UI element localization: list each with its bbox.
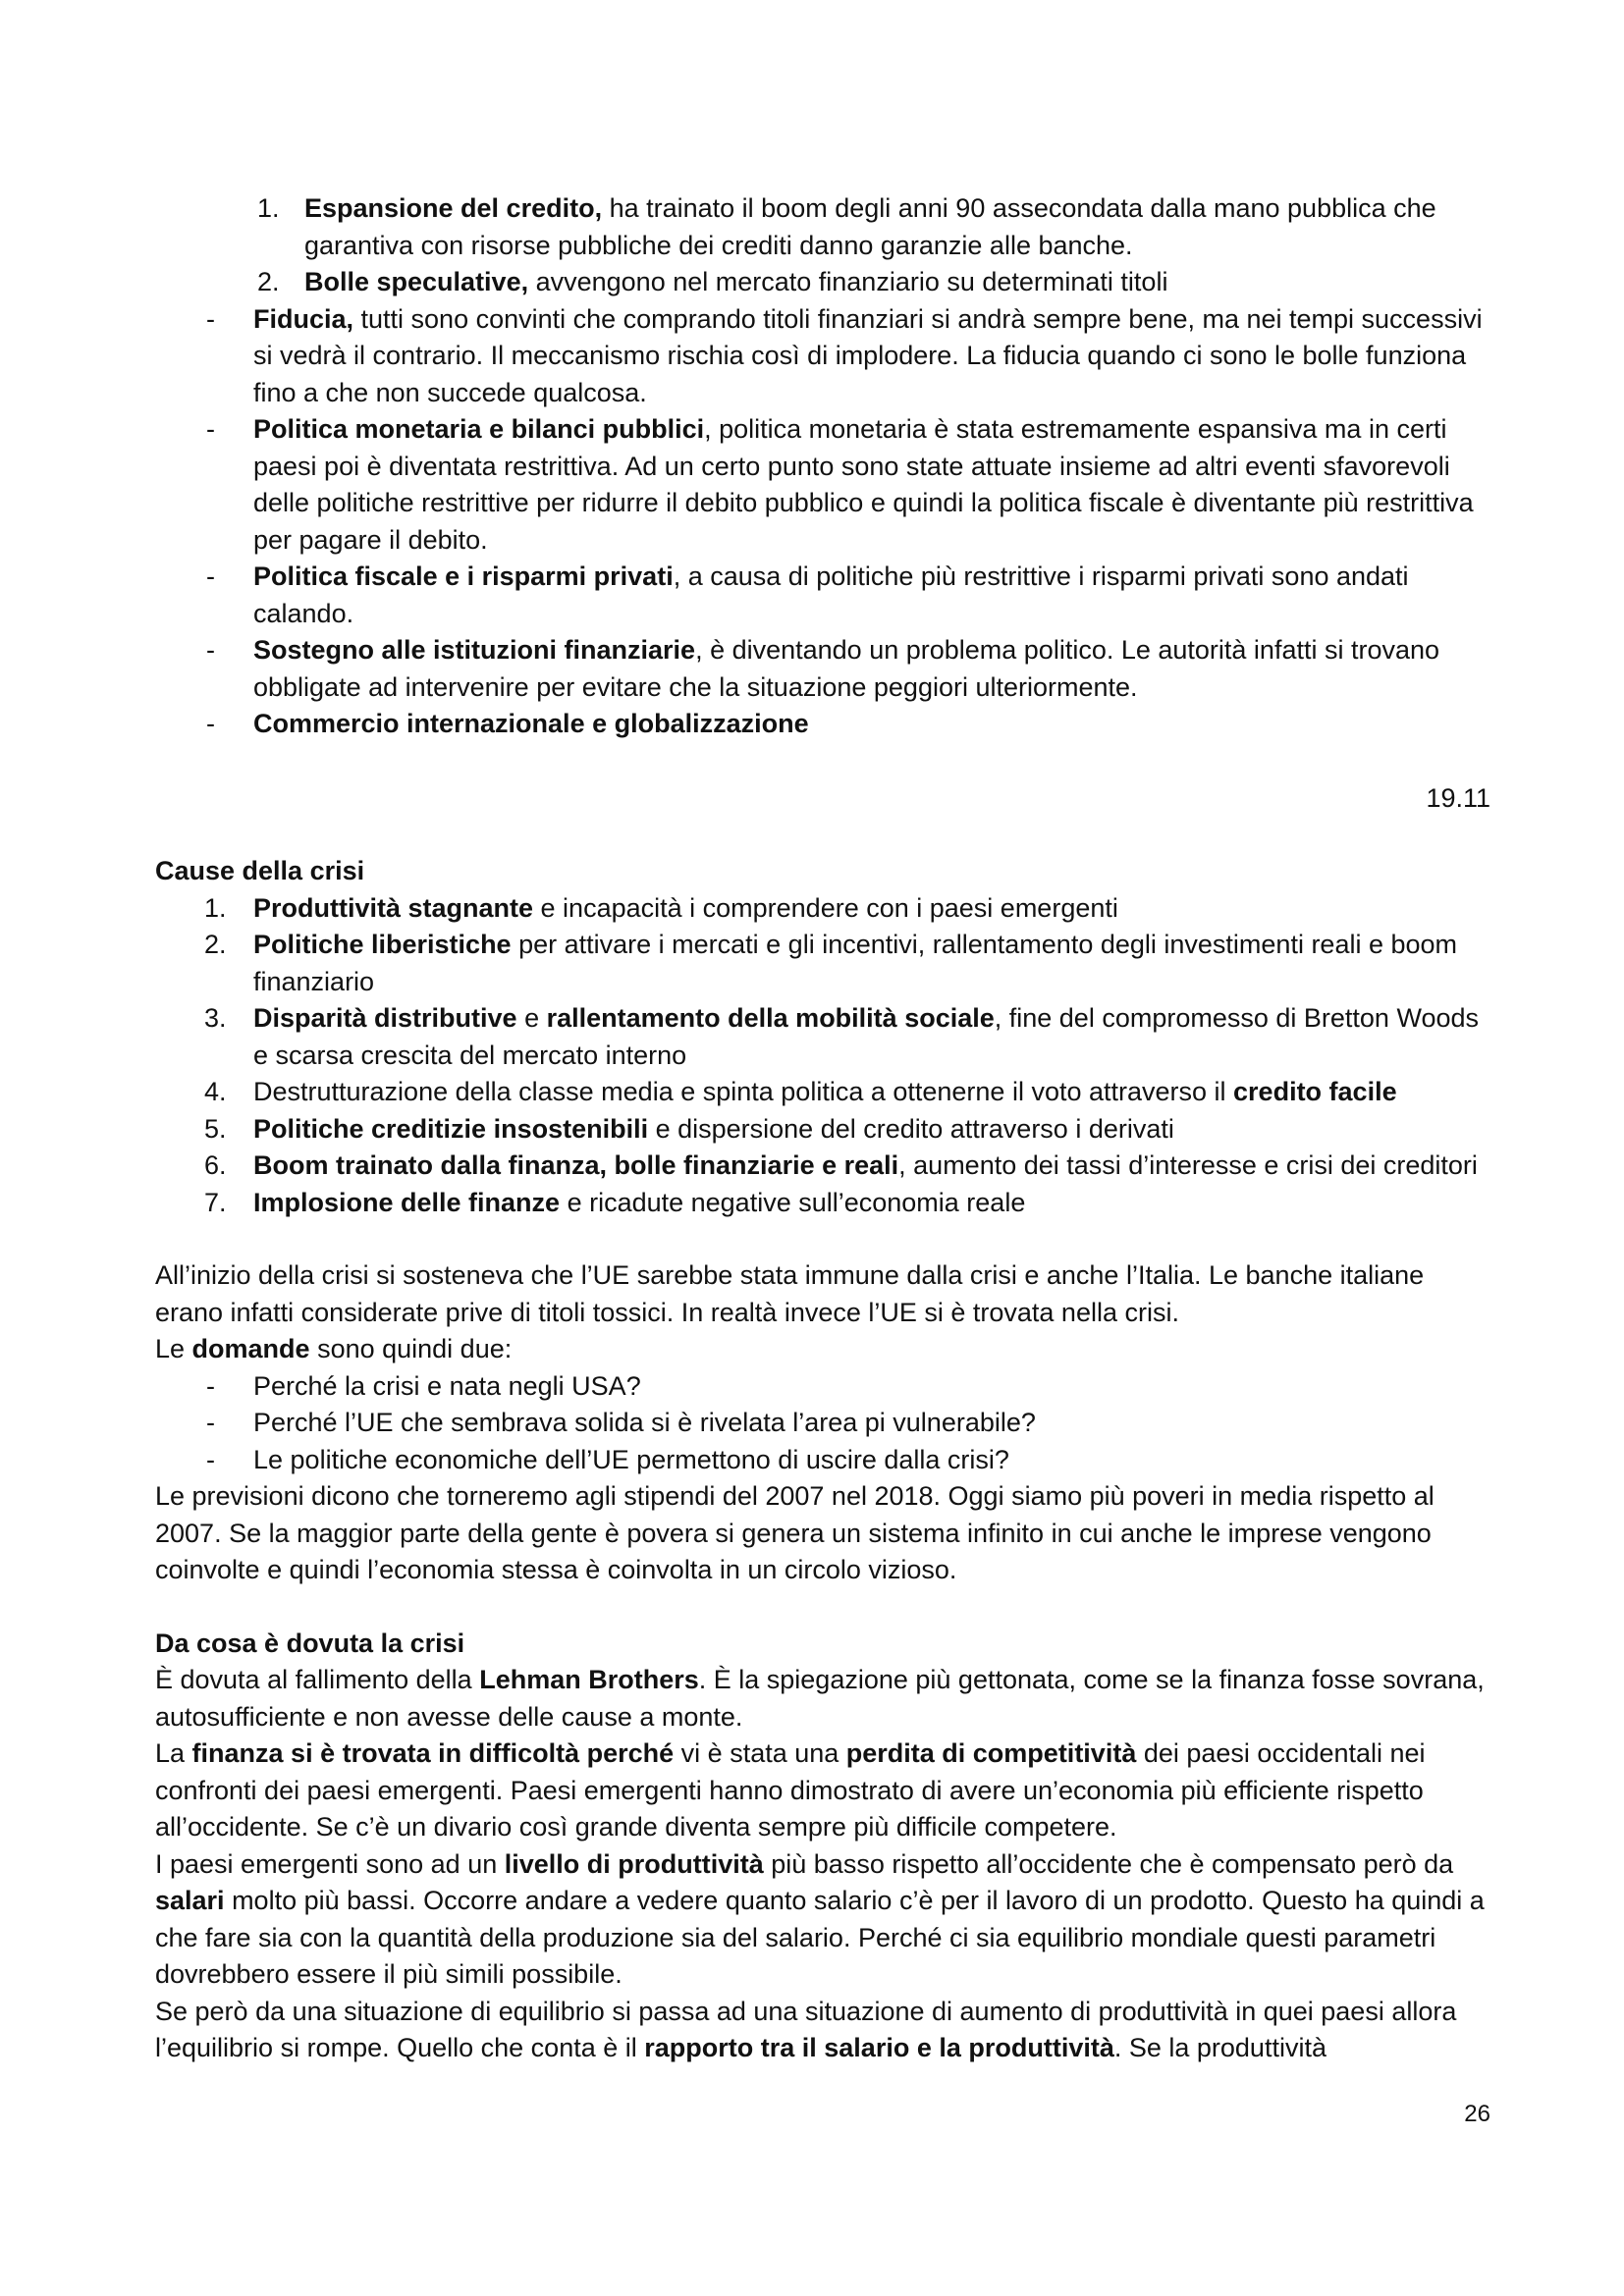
list-number: 6. [204,1150,227,1180]
paragraph-previsioni: Le previsioni dicono che torneremo agli stipendi del 2007 nel 2018. Oggi siamo più poveri in media rispetto al 2007. Se la maggior parte della gente è povera si genera un sistema infinito in cui anche le imprese vengono coinvolte e quindi l’economia stessa è coinvolta in un circolo vizioso. [155,1481,1435,1584]
paragraph-equilibrio: Se però da una situazione di equilibrio si passa ad una situazione di aumento di produttività in quei paesi allora l’equilibrio si rompe. Quello che conta è il rapporto tra il salario e la produttività. Se la produttività [155,1996,1457,2062]
paragraph-domande: Le domande sono quindi due: [155,1334,513,1363]
section-heading-dovuta: Da cosa è dovuta la crisi [155,1628,465,1658]
list-number: 3. [204,1003,227,1033]
list-number: 7. [204,1187,227,1217]
list-item: - Perché l’UE che sembrava solida si è rivelata l’area pi vulnerabile? [206,1408,1036,1437]
list-item: 7. Implosione delle finanze e ricadute negative sull’economia reale [155,1185,1490,1222]
list-item: 5. Politiche creditizie insostenibili e dispersione del credito attraverso i derivati [155,1111,1490,1148]
page-content [155,190,1490,2067]
list-item: 3. Disparità distributive e rallentamento della mobilità sociale, fine del compromesso di Bretton Woods e scarsa crescita del mercato interno [155,1000,1490,1074]
list-item: - Politica fiscale e i risparmi privati, a causa di politiche più restrittive i risparmi privati sono andati calando. [206,561,1409,628]
lecture-date: 19.11 [1426,782,1490,813]
list-item: 1. Espansione del credito, ha trainato il boom degli anni 90 assecondata dalla mano pubblica che garantiva con risorse pubbliche dei crediti danno garanzie alle banche. [155,190,1490,264]
list-item: - Perché la crisi e nata negli USA? [206,1370,641,1401]
list-item: - Commercio internazionale e globalizzazione [206,709,809,738]
list-item: 4. Destrutturazione della classe media e spinta politica a ottenerne il voto attraverso il credito facile [155,1074,1490,1111]
list-item: 6. Boom trainato dalla finanza, bolle finanziarie e reali, aumento dei tassi d’interesse e crisi dei creditori [155,1148,1490,1185]
page-number: 26 [1464,2101,1490,2127]
paragraph-intro: All’inizio della crisi si sosteneva che l’UE sarebbe stata immune dalla crisi e anche l’Italia. Le banche italiane erano infatti considerate prive di titoli tossici. In realtà invece l’UE si è trovata nella crisi. [155,1260,1425,1327]
list-item: - Le politiche economiche dell’UE permettono di uscire dalla crisi? [206,1444,1009,1474]
factors-dash-list [155,301,1490,743]
list-number: 1. [257,193,280,223]
list-item: - Politica monetaria e bilanci pubblici, politica monetaria è stata estremamente espansiva ma in certi paesi poi è diventata restrittiva. Ad un certo punto sono state attuate insieme ad altri eventi sfavorevoli delle politiche restrittive per ridurre il debito pubblico e quindi la politica fiscale è diventante più restrittiva per pagare il debito. [206,414,1474,555]
list-item: 2. Bolle speculative, avvengono nel mercato finanziario su determinati titoli [155,264,1490,301]
credit-factors-list [155,190,1490,301]
cause-list [155,890,1490,1222]
paragraph-competitivita: La finanza si è trovata in difficoltà perché vi è stata una perdita di competitività dei paesi occidentali nei confronti dei paesi emergenti. Paesi emergenti hanno dimostrato di avere un’economia più efficiente rispetto all’occidente. Se c’è un divario così grande diventa sempre più difficile competere. [155,1738,1426,1842]
list-number: 2. [257,267,280,296]
list-number: 2. [204,930,227,959]
paragraph-lehman: È dovuta al fallimento della Lehman Brothers. È la spiegazione più gettonata, come se la finanza fosse sovrana, autosufficiente e non avesse delle cause a monte. [155,1665,1485,1732]
list-number: 4. [204,1077,227,1106]
list-item: - Fiducia, tutti sono convinti che comprando titoli finanziari si andrà sempre bene, ma nei tempi successivi si vedrà il contrario. Il meccanismo rischia così di implodere. La fiducia quando ci sono le bolle funziona fino a che non succede qualcosa. [206,303,1483,407]
list-item: 2. Politiche liberistiche per attivare i mercati e gli incentivi, rallentamento degli investimenti reali e boom finanziario [155,927,1490,1000]
list-item: - Sostegno alle istituzioni finanziarie, è diventando un problema politico. Le autorità infatti si trovano obbligate ad intervenire per evitare che la situazione peggiori ulteriormente. [206,635,1440,702]
paragraph-produttivita: I paesi emergenti sono ad un livello di produttività più basso rispetto all’occidente che è compensato però da salari molto più bassi. Occorre andare a vedere quanto salario c’è per il lavoro di un prodotto. Questo ha quindi a che fare sia con la quantità della produzione sia del salario. Perché ci sia equilibrio mondiale questi parametri dovrebbero essere il più simili possibile. [155,1848,1485,1989]
section-heading-cause: Cause della crisi [155,856,365,885]
list-item: 1. Produttività stagnante e incapacità i comprendere con i paesi emergenti [155,890,1490,928]
list-number: 1. [204,892,227,923]
questions-list [155,1368,1490,1479]
list-number: 5. [204,1113,227,1144]
